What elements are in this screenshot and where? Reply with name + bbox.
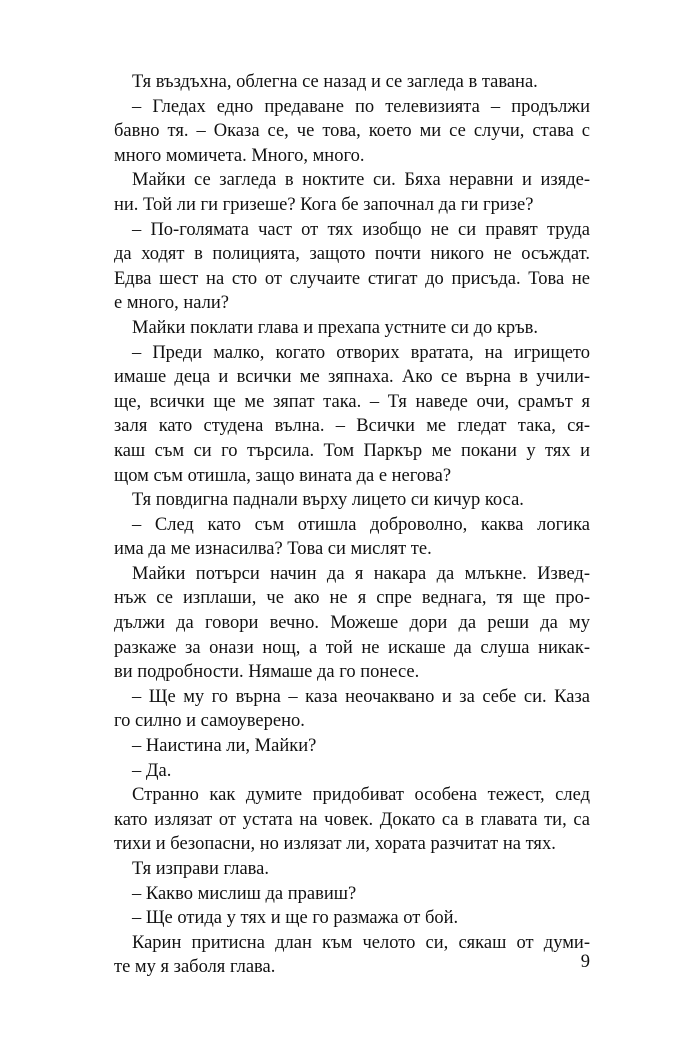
text-line: ви подробности. Нямаше да го понесе. [114, 662, 420, 683]
text-line: като излязат от устата на човек. Докато са в главата ти, са [114, 809, 590, 830]
text-line: каш съм си го търсила. Том Паркър ме покани у тях и [114, 440, 590, 461]
text-line: много момичета. Много, много. [114, 145, 365, 166]
text-line: Майки се загледа в ноктите си. Бяха неравни и изяде- [132, 170, 590, 191]
text-line: щом съм отишла, защо вината да е негова? [114, 465, 452, 486]
text-line: Карин притисна длан към челото си, сякаш от думи- [132, 932, 590, 953]
text-line: е много, нали? [114, 293, 229, 314]
page-number: 9 [580, 952, 590, 972]
body-text [114, 70, 590, 980]
text-line: ще, всички ще ме зяпат така. – Тя наведе очи, срамът я [114, 391, 590, 412]
text-line: – Какво мислиш да правиш? [132, 883, 357, 904]
text-line: бавно тя. – Оказа се, че това, което ми се случи, става с [114, 121, 590, 142]
text-line: Странно как думите придобиват особена тежест, след [132, 785, 590, 806]
text-line: имаше деца и всички ме зяпнаха. Ако се върна в учили- [114, 367, 590, 388]
text-line: – Наистина ли, Майки? [132, 736, 317, 757]
text-line: Майки поклати глава и прехапа устните си до кръв. [132, 317, 539, 338]
text-line: Тя повдигна паднали върху лицето си кичур коса. [132, 490, 524, 511]
text-line: Тя въздъхна, облегна се назад и се загледа в тавана. [132, 72, 538, 92]
text-line: Майки потърси начин да я накара да млъкне. Извед- [132, 563, 590, 584]
text-line: – Гледах едно предаване по телевизията – продължи [132, 96, 590, 117]
text-line: има да ме изнасилва? Това си мислят те. [114, 539, 432, 560]
text-line: ни. Той ли ги гризеше? Кога бе започнал да ги гризе? [114, 194, 534, 215]
text-line: разкаже за онази нощ, а той не искаше да слуша никак- [114, 637, 590, 658]
text-line: – Ще отида у тях и ще го размажа от бой. [132, 908, 459, 929]
text-line: – По-голямата част от тях изобщо не си правят труда [132, 219, 590, 240]
text-line: те му я заболя глава. [114, 957, 276, 978]
text-line: го силно и самоуверено. [114, 711, 305, 732]
text-line: заля като студена вълна. – Всички ме гледат така, ся- [114, 416, 590, 437]
text-line: – Преди малко, когато отворих вратата, на игрището [132, 342, 590, 363]
text-line: тихи и безопасни, но излязат ли, хората разчитат на тях. [114, 834, 556, 855]
text-line: Тя изправи глава. [132, 859, 269, 879]
text-line: дължи да говори вечно. Можеше дори да реши да му [114, 613, 590, 634]
text-line: – Да. [132, 760, 172, 781]
text-line: Едва шест на сто от случаите стигат до присъда. Това не [114, 268, 590, 289]
text-line: – Ще му го върна – каза неочаквано и за себе си. Каза [132, 686, 590, 707]
text-line: нъж се изплаши, че ако не я спре веднага, тя ще про- [114, 588, 590, 609]
text-line: – След като съм отишла доброволно, каква логика [132, 514, 590, 535]
text-line: да ходят в полицията, защото почти никого не осъждат. [114, 244, 590, 265]
